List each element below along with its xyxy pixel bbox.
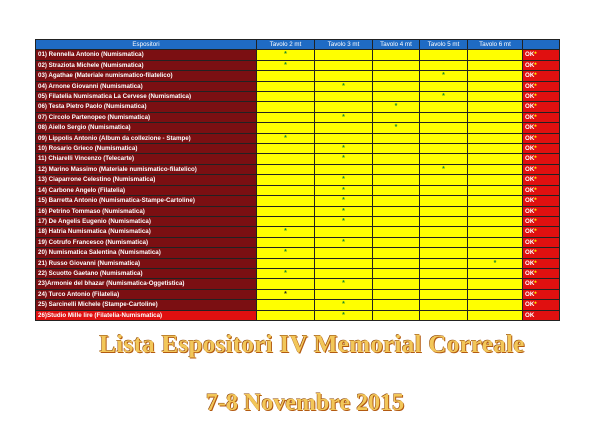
exhibitor-name: 26)Studio Mille lire (Filatelia-Numismatica) — [36, 310, 257, 320]
table-size-cell-4 — [420, 237, 468, 247]
exhibitor-name: 01) Rennella Antonio (Numismatica) — [36, 50, 257, 60]
exhibitor-name: 03) Agathae (Materiale numismatico-filatelico) — [36, 71, 257, 81]
status-text: OK — [525, 61, 535, 69]
table-size-cell-2 — [315, 206, 373, 216]
table-size-cell-4 — [420, 154, 468, 164]
table-size-cell-2 — [315, 258, 373, 268]
table-size-cell-1 — [257, 154, 315, 164]
table-size-cell-2 — [315, 92, 373, 102]
table-size-cell-5 — [468, 248, 523, 258]
table-size-cell-2 — [315, 185, 373, 195]
status-cell — [523, 279, 560, 289]
table-size-cell-2 — [315, 112, 373, 122]
table-size-cell-5 — [468, 237, 523, 247]
assignment-mark: * — [342, 186, 345, 194]
status-cell — [523, 268, 560, 278]
status-cell — [523, 154, 560, 164]
assignment-mark: * — [442, 72, 445, 80]
table-size-cell-2 — [315, 279, 373, 289]
status-star: * — [534, 155, 537, 163]
table-row — [36, 216, 560, 226]
assignment-mark: * — [284, 249, 287, 257]
status-star: * — [534, 197, 537, 205]
status-cell — [523, 310, 560, 320]
table-size-cell-5 — [468, 164, 523, 174]
table-size-cell-4 — [420, 289, 468, 299]
table-size-cell-4 — [420, 258, 468, 268]
status-star: * — [534, 186, 537, 194]
table-row — [36, 81, 560, 91]
table-size-cell-4 — [420, 175, 468, 185]
header-status — [523, 40, 560, 50]
status-star: * — [534, 228, 537, 236]
status-star: * — [534, 134, 537, 142]
table-size-cell-3 — [373, 237, 420, 247]
exhibitor-name: 10) Rosario Grieco (Numismatica) — [36, 144, 257, 154]
table-size-cell-5 — [468, 300, 523, 310]
table-size-cell-4 — [420, 310, 468, 320]
table-size-cell-3 — [373, 268, 420, 278]
status-text: OK — [525, 145, 535, 153]
table-size-cell-1 — [257, 71, 315, 81]
table-size-cell-5 — [468, 258, 523, 268]
table-size-cell-1 — [257, 300, 315, 310]
table-size-cell-3 — [373, 71, 420, 81]
assignment-mark: * — [342, 82, 345, 90]
table-size-cell-2 — [315, 268, 373, 278]
table-row — [36, 164, 560, 174]
table-header-row — [36, 40, 560, 50]
table-size-cell-1 — [257, 92, 315, 102]
exhibitor-name: 24) Turco Antonio (Filatelia) — [36, 289, 257, 299]
table-size-cell-2 — [315, 196, 373, 206]
table-size-cell-3 — [373, 227, 420, 237]
status-star: * — [534, 280, 537, 288]
table-row — [36, 71, 560, 81]
table-size-cell-4 — [420, 112, 468, 122]
table-row — [36, 310, 560, 320]
exhibitor-name: 23)Armonie del bhazar (Numismatica-Oggetistica) — [36, 279, 257, 289]
exhibitor-name: 05) Filatelia Numismatica La Cervese (Numismatica) — [36, 92, 257, 102]
status-text: OK — [525, 228, 535, 236]
table-size-cell-3 — [373, 258, 420, 268]
exhibitor-name: 02) Straziota Michele (Numismatica) — [36, 60, 257, 70]
status-cell — [523, 196, 560, 206]
assignment-mark: * — [342, 280, 345, 288]
status-text: OK — [525, 93, 535, 101]
table-size-cell-5 — [468, 112, 523, 122]
table-size-cell-3 — [373, 112, 420, 122]
header-tavolo-3: Tavolo 3 mt — [315, 40, 373, 50]
status-text: OK — [525, 311, 535, 319]
table-size-cell-4 — [420, 71, 468, 81]
table-size-cell-2 — [315, 50, 373, 60]
status-text: OK — [525, 124, 535, 132]
status-star: * — [534, 290, 537, 298]
table-size-cell-3 — [373, 206, 420, 216]
assignment-mark: * — [284, 51, 287, 59]
table-row — [36, 196, 560, 206]
status-cell — [523, 258, 560, 268]
exhibitor-name: 07) Circolo Partenopeo (Numismatica) — [36, 112, 257, 122]
header-espositori: Espositori — [36, 40, 257, 50]
assignment-mark: * — [284, 228, 287, 236]
table-row — [36, 185, 560, 195]
table-size-cell-5 — [468, 123, 523, 133]
table-size-cell-1 — [257, 237, 315, 247]
status-star: * — [534, 301, 537, 309]
table-size-cell-3 — [373, 175, 420, 185]
table-size-cell-4 — [420, 164, 468, 174]
table-size-cell-3 — [373, 248, 420, 258]
table-row — [36, 175, 560, 185]
status-star: * — [534, 238, 537, 246]
assignment-mark: * — [342, 217, 345, 225]
table-size-cell-2 — [315, 237, 373, 247]
status-text: OK — [525, 155, 535, 163]
status-text: OK — [525, 259, 535, 267]
table-size-cell-1 — [257, 185, 315, 195]
table-size-cell-4 — [420, 123, 468, 133]
assignment-mark: * — [442, 165, 445, 173]
table-size-cell-3 — [373, 154, 420, 164]
header-tavolo-6: Tavolo 6 mt — [468, 40, 523, 50]
table-size-cell-1 — [257, 60, 315, 70]
exhibitor-name: 15) Barretta Antonio (Numismatica-Stampe-Cartoline) — [36, 196, 257, 206]
status-text: OK — [525, 280, 535, 288]
status-cell — [523, 92, 560, 102]
table-size-cell-4 — [420, 102, 468, 112]
exhibitor-name: 16) Petrino Tommaso (Numismatica) — [36, 206, 257, 216]
header-tavolo-5: Tavolo 5 mt — [420, 40, 468, 50]
status-text: OK — [525, 82, 535, 90]
table-size-cell-5 — [468, 81, 523, 91]
exhibitor-name: 09) Lippolis Antonio (Album da collezione - Stampe) — [36, 133, 257, 143]
table-size-cell-5 — [468, 60, 523, 70]
table-size-cell-4 — [420, 92, 468, 102]
table-size-cell-4 — [420, 133, 468, 143]
table-size-cell-2 — [315, 102, 373, 112]
table-size-cell-5 — [468, 196, 523, 206]
table-size-cell-1 — [257, 144, 315, 154]
status-star: * — [534, 217, 537, 225]
table-row — [36, 248, 560, 258]
status-cell — [523, 144, 560, 154]
table-size-cell-4 — [420, 268, 468, 278]
table-size-cell-5 — [468, 144, 523, 154]
assignment-mark: * — [493, 259, 497, 267]
table-size-cell-2 — [315, 123, 373, 133]
table-size-cell-1 — [257, 289, 315, 299]
exhibitor-name: 14) Carbone Angelo (Filatelia) — [36, 185, 257, 195]
assignment-mark: * — [342, 207, 345, 215]
table-size-cell-1 — [257, 196, 315, 206]
assignment-mark: * — [342, 238, 345, 246]
status-text: OK — [525, 134, 535, 142]
table-size-cell-4 — [420, 216, 468, 226]
assignment-mark: * — [284, 269, 287, 277]
exhibitor-table — [35, 39, 560, 321]
table-size-cell-1 — [257, 206, 315, 216]
table-size-cell-3 — [373, 50, 420, 60]
status-star: * — [534, 82, 537, 90]
status-cell — [523, 71, 560, 81]
table-size-cell-4 — [420, 81, 468, 91]
table-size-cell-5 — [468, 133, 523, 143]
header-tavolo-4: Tavolo 4 mt — [373, 40, 420, 50]
assignment-mark: * — [342, 197, 345, 205]
status-star: * — [534, 176, 537, 184]
table-size-cell-1 — [257, 123, 315, 133]
table-size-cell-4 — [420, 206, 468, 216]
status-star: * — [534, 113, 537, 121]
status-cell — [523, 164, 560, 174]
table-row — [36, 102, 560, 112]
assignment-mark: * — [342, 145, 345, 153]
assignment-mark: * — [284, 290, 287, 298]
table-row — [36, 50, 560, 60]
table-size-cell-4 — [420, 300, 468, 310]
assignment-mark: * — [342, 155, 345, 163]
table-size-cell-4 — [420, 185, 468, 195]
status-text: OK — [525, 176, 535, 184]
table-size-cell-3 — [373, 133, 420, 143]
status-star: * — [534, 259, 537, 267]
table-row — [36, 112, 560, 122]
table-size-cell-3 — [373, 92, 420, 102]
table-size-cell-1 — [257, 216, 315, 226]
exhibitor-name: 12) Marino Massimo (Materiale numismatico-filatelico) — [36, 164, 257, 174]
exhibitor-name: 13) Ciaparrone Celestino (Numismatica) — [36, 175, 257, 185]
table-size-cell-5 — [468, 102, 523, 112]
table-size-cell-2 — [315, 216, 373, 226]
table-size-cell-3 — [373, 310, 420, 320]
status-star: * — [534, 93, 537, 101]
status-text: OK — [525, 238, 535, 246]
table-size-cell-1 — [257, 50, 315, 60]
list-title: Lista Espositori IV Memorial Correale — [99, 331, 525, 358]
status-cell — [523, 248, 560, 258]
status-text: OK — [525, 207, 535, 215]
table-size-cell-5 — [468, 227, 523, 237]
status-text: OK — [525, 72, 535, 80]
table-row — [36, 237, 560, 247]
table-row — [36, 123, 560, 133]
table-size-cell-5 — [468, 50, 523, 60]
table-size-cell-2 — [315, 81, 373, 91]
table-size-cell-2 — [315, 227, 373, 237]
table-size-cell-5 — [468, 268, 523, 278]
table-size-cell-2 — [315, 175, 373, 185]
table-size-cell-5 — [468, 310, 523, 320]
table-size-cell-2 — [315, 164, 373, 174]
table-row — [36, 60, 560, 70]
table-size-cell-5 — [468, 175, 523, 185]
status-cell — [523, 81, 560, 91]
table-size-cell-2 — [315, 60, 373, 70]
table-size-cell-3 — [373, 60, 420, 70]
exhibitor-name: 04) Arnone Giovanni (Numismatica) — [36, 81, 257, 91]
table-row — [36, 279, 560, 289]
status-cell — [523, 175, 560, 185]
exhibitor-name: 21) Russo Giovanni (Numismatica) — [36, 258, 257, 268]
table-row — [36, 268, 560, 278]
table-size-cell-1 — [257, 227, 315, 237]
table-size-cell-2 — [315, 144, 373, 154]
table-size-cell-3 — [373, 123, 420, 133]
status-cell — [523, 216, 560, 226]
exhibitor-name: 08) Aiello Sergio (Numismatica) — [36, 123, 257, 133]
table-size-cell-1 — [257, 81, 315, 91]
assignment-mark: * — [394, 103, 398, 111]
table-size-cell-1 — [257, 175, 315, 185]
status-text: OK — [525, 249, 535, 257]
table-size-cell-3 — [373, 289, 420, 299]
table-size-cell-2 — [315, 310, 373, 320]
table-size-cell-3 — [373, 279, 420, 289]
table-size-cell-5 — [468, 92, 523, 102]
table-size-cell-2 — [315, 133, 373, 143]
table-row — [36, 92, 560, 102]
table-size-cell-3 — [373, 102, 420, 112]
table-size-cell-3 — [373, 300, 420, 310]
table-size-cell-1 — [257, 102, 315, 112]
table-size-cell-3 — [373, 81, 420, 91]
table-size-cell-1 — [257, 279, 315, 289]
table-size-cell-5 — [468, 279, 523, 289]
status-text: OK — [525, 103, 535, 111]
table-row — [36, 144, 560, 154]
table-row — [36, 154, 560, 164]
assignment-mark: * — [394, 124, 398, 132]
status-text: OK — [525, 217, 535, 225]
status-text: OK — [525, 113, 535, 121]
status-star: * — [534, 72, 537, 80]
table-size-cell-1 — [257, 310, 315, 320]
assignment-mark: * — [342, 311, 345, 319]
exhibitor-name: 25) Sarcinelli Michele (Stampe-Cartoline) — [36, 300, 257, 310]
status-cell — [523, 60, 560, 70]
table-size-cell-1 — [257, 133, 315, 143]
table-size-cell-2 — [315, 248, 373, 258]
assignment-mark: * — [342, 301, 345, 309]
table-body — [36, 50, 560, 321]
table-size-cell-1 — [257, 258, 315, 268]
table-size-cell-5 — [468, 154, 523, 164]
assignment-mark: * — [442, 93, 445, 101]
status-text: OK — [525, 290, 535, 298]
status-star: * — [534, 145, 537, 153]
table-size-cell-4 — [420, 50, 468, 60]
table-size-cell-5 — [468, 185, 523, 195]
assignment-mark: * — [284, 134, 287, 142]
status-text: OK — [525, 301, 535, 309]
table-size-cell-2 — [315, 154, 373, 164]
status-star: * — [534, 51, 537, 59]
status-star: * — [534, 269, 537, 277]
exhibitor-name: 18) Hatria Numismatica (Numismatica) — [36, 227, 257, 237]
status-star: * — [534, 124, 537, 132]
assignment-mark: * — [284, 61, 287, 69]
status-cell — [523, 289, 560, 299]
header-tavolo-2: Tavolo 2 mt — [257, 40, 315, 50]
table-size-cell-5 — [468, 216, 523, 226]
status-text: OK — [525, 197, 535, 205]
table-size-cell-3 — [373, 216, 420, 226]
status-star: * — [534, 207, 537, 215]
status-cell — [523, 50, 560, 60]
status-cell — [523, 206, 560, 216]
table-size-cell-5 — [468, 71, 523, 81]
exhibitor-name: 19) Cotrufo Francesco (Numismatica) — [36, 237, 257, 247]
exhibitor-name: 22) Scuotto Gaetano (Numismatica) — [36, 268, 257, 278]
status-star: * — [534, 61, 537, 69]
table-size-cell-1 — [257, 248, 315, 258]
table-row — [36, 227, 560, 237]
table-size-cell-1 — [257, 112, 315, 122]
table-size-cell-4 — [420, 248, 468, 258]
table-size-cell-4 — [420, 144, 468, 154]
status-cell — [523, 237, 560, 247]
status-cell — [523, 227, 560, 237]
table-size-cell-4 — [420, 196, 468, 206]
table-size-cell-4 — [420, 279, 468, 289]
table-size-cell-2 — [315, 289, 373, 299]
exhibitor-name: 11) Chiarelli Vincenzo (Telecarte) — [36, 154, 257, 164]
assignment-mark: * — [342, 176, 345, 184]
exhibitor-name: 20) Numismatica Salentina (Numismatica) — [36, 248, 257, 258]
table-size-cell-5 — [468, 206, 523, 216]
table-row — [36, 289, 560, 299]
status-star: * — [534, 165, 537, 173]
table-size-cell-4 — [420, 227, 468, 237]
table-size-cell-4 — [420, 60, 468, 70]
table-size-cell-5 — [468, 289, 523, 299]
status-star: * — [534, 103, 537, 111]
table-size-cell-3 — [373, 144, 420, 154]
status-cell — [523, 123, 560, 133]
exhibitor-name: 17) De Angelis Eugenio (Numismatica) — [36, 216, 257, 226]
status-cell — [523, 112, 560, 122]
status-cell — [523, 102, 560, 112]
exhibitor-name: 06) Testa Pietro Paolo (Numismatica) — [36, 102, 257, 112]
status-cell — [523, 133, 560, 143]
table-size-cell-2 — [315, 300, 373, 310]
event-dates: 7-8 Novembre 2015 — [205, 390, 405, 416]
table-size-cell-1 — [257, 164, 315, 174]
table-size-cell-1 — [257, 268, 315, 278]
status-text: OK — [525, 51, 535, 59]
table-size-cell-2 — [315, 71, 373, 81]
status-text: OK — [525, 165, 535, 173]
status-text: OK — [525, 186, 535, 194]
table-row — [36, 258, 560, 268]
status-cell — [523, 300, 560, 310]
table-row — [36, 300, 560, 310]
status-text: OK — [525, 269, 535, 277]
table-row — [36, 206, 560, 216]
table-size-cell-3 — [373, 185, 420, 195]
status-cell — [523, 185, 560, 195]
assignment-mark: * — [342, 113, 345, 121]
table-size-cell-3 — [373, 164, 420, 174]
table-row — [36, 133, 560, 143]
table-size-cell-3 — [373, 196, 420, 206]
status-star: * — [534, 249, 537, 257]
